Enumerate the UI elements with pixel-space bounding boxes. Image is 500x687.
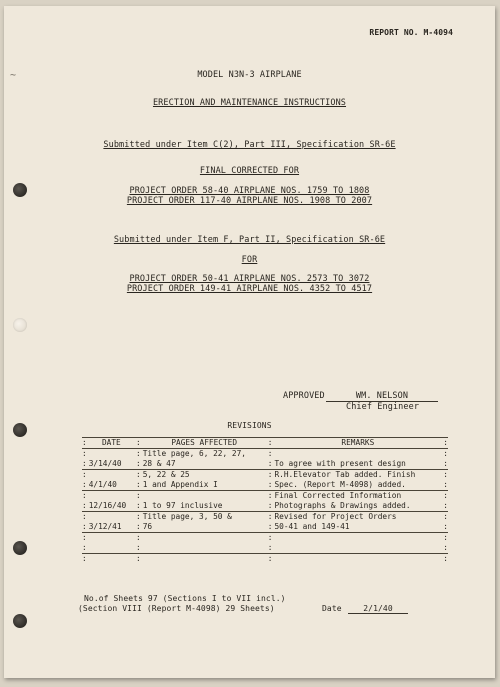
sheets-line-2: (Section VIII (Report M-4098) 29 Sheets) — [78, 604, 275, 613]
final-corrected-label: FINAL CORRECTED FOR — [199, 166, 300, 176]
submitted-line-1: Submitted under Item C(2), Part III, Specification SR-6E — [103, 140, 396, 150]
title-instructions: ERECTION AND MAINTENANCE INSTRUCTIONS — [152, 98, 347, 108]
pages-affected: 28 & 47 — [141, 459, 268, 470]
remarks: Final Corrected Information — [274, 491, 402, 500]
submitted-line-2: Submitted under Item F, Part II, Specification SR-6E — [113, 235, 386, 245]
table-row-empty: : : : : — [82, 543, 448, 552]
pages-affected: 5, 22 & 25 — [142, 470, 190, 479]
punch-hole — [13, 541, 27, 555]
remarks — [272, 449, 443, 460]
approved-name: WM. NELSON — [326, 391, 438, 402]
pages-affected: 1 and Appendix I — [141, 480, 268, 491]
report-number: REPORT NO. M-4094 — [369, 28, 453, 37]
date-value: 2/1/40 — [348, 604, 408, 614]
punch-hole-ghost — [13, 318, 27, 332]
table-row: : 12/16/40 : 1 to 97 inclusive : Photographs & Drawings added. : — [82, 501, 448, 510]
document-page — [4, 6, 495, 678]
approved-label: APPROVED — [283, 391, 325, 401]
table-row: : 4/1/40 : 1 and Appendix I : Spec. (Report M-4098) added. : — [82, 480, 448, 489]
sheets-line-1: No.of Sheets 97 (Sections I to VII incl.) — [84, 594, 286, 603]
pages-affected: 1 to 97 inclusive — [141, 501, 268, 512]
project-order-4: PROJECT ORDER 149-41 AIRPLANE NOS. 4352 TO 4517 — [126, 284, 373, 294]
for-label: FOR — [241, 255, 258, 265]
table-row-empty: : : : : — [82, 533, 448, 542]
pencil-mark-icon: ~ — [10, 70, 17, 81]
table-row: : : Title page, 6, 22, 27, : : — [82, 449, 448, 458]
project-order-2: PROJECT ORDER 117-40 AIRPLANE NOS. 1908 TO 2007 — [126, 196, 373, 206]
pages-affected: Title page, 3, 50 & — [142, 512, 232, 521]
table-row: : : Title page, 3, 50 & : Revised for Project Orders : — [82, 512, 448, 521]
revision-date: 3/14/40 — [87, 459, 136, 470]
header-date: DATE — [87, 438, 136, 449]
revision-date: 12/16/40 — [87, 501, 136, 512]
remarks: Revised for Project Orders — [274, 512, 397, 521]
revisions-title: REVISIONS — [227, 421, 272, 430]
revisions-header-row: : DATE : PAGES AFFECTED : REMARKS : — [82, 438, 448, 447]
title-model: MODEL N3N-3 AIRPLANE — [197, 70, 302, 80]
table-row: : 3/12/41 : 76 : 50-41 and 149-41 : — [82, 522, 448, 531]
remarks: Spec. (Report M-4098) added. — [272, 480, 443, 491]
table-row: : : : Final Corrected Information : — [82, 491, 448, 500]
punch-hole — [13, 614, 27, 628]
revision-date: 4/1/40 — [87, 480, 136, 491]
table-row: : 3/14/40 : 28 & 47 : To agree with present design : — [82, 459, 448, 468]
project-order-1: PROJECT ORDER 58-40 AIRPLANE NOS. 1759 TO 1808 — [129, 186, 370, 196]
remarks: 50-41 and 149-41 — [272, 522, 443, 533]
approved-title: Chief Engineer — [346, 402, 420, 412]
pages-affected: 76 — [141, 522, 268, 533]
project-order-3: PROJECT ORDER 50-41 AIRPLANE NOS. 2573 TO 3072 — [129, 274, 370, 284]
revisions-table — [82, 437, 448, 564]
pages-affected — [141, 491, 268, 502]
pages-affected: Title page, 6, 22, 27, — [142, 449, 246, 458]
revision-date: 3/12/41 — [87, 522, 136, 533]
table-row: : : 5, 22 & 25 : R.H.Elevator Tab added. Finish : — [82, 470, 448, 479]
remarks: Photographs & Drawings added. — [272, 501, 443, 512]
remarks: To agree with present design — [272, 459, 443, 470]
date-label: Date — [322, 604, 342, 613]
table-row-empty: : : : : — [82, 554, 448, 563]
remarks: R.H.Elevator Tab added. Finish — [274, 470, 416, 479]
header-pages: PAGES AFFECTED — [141, 438, 268, 449]
header-remarks: REMARKS — [272, 438, 443, 449]
